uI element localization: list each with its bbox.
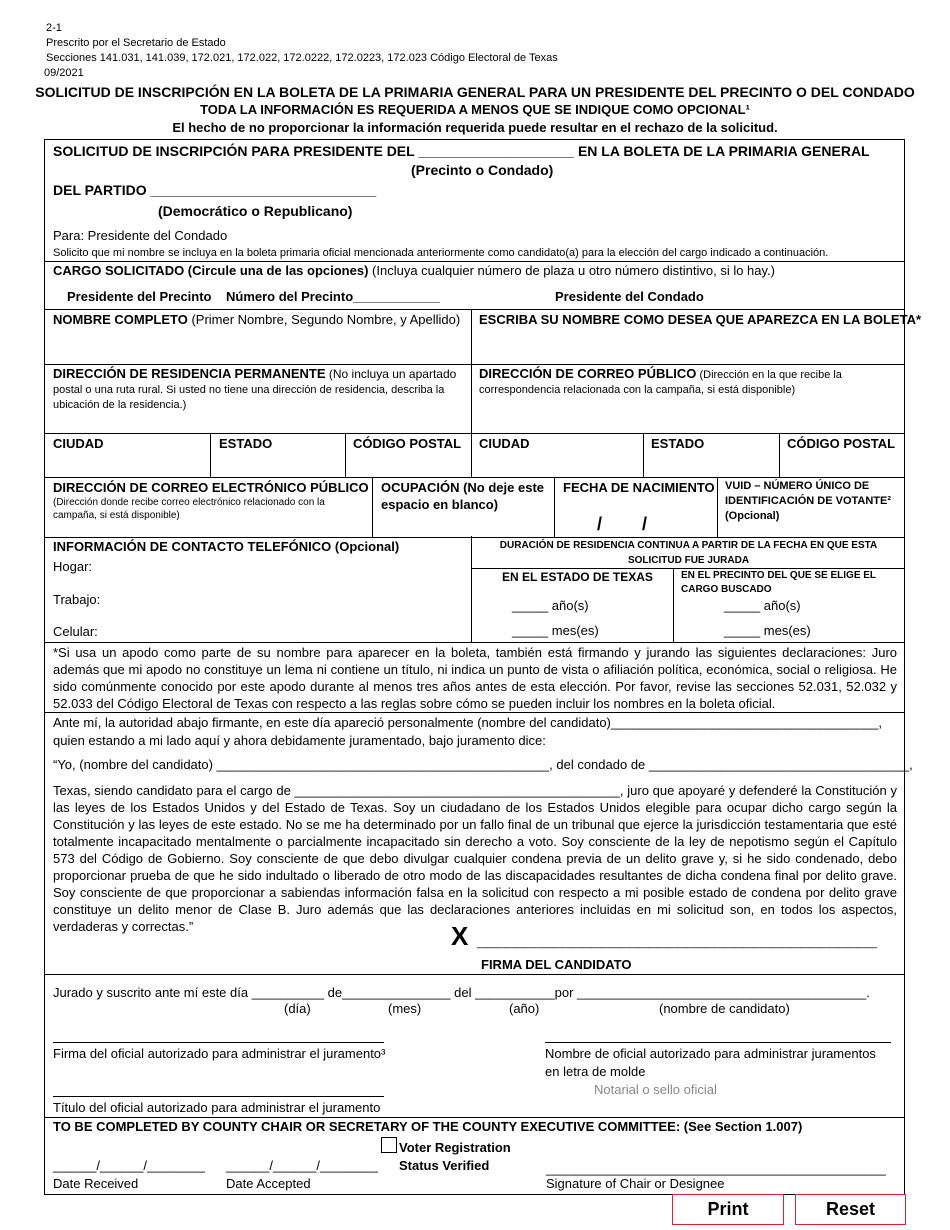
page-subtitle: TODA LA INFORMACIÓN ES REQUERIDA A MENOS QUE SE INDIQUE COMO OPCIONAL¹ [200, 102, 750, 117]
form-date: 09/2021 [44, 67, 84, 79]
phone-work: Trabajo: [53, 592, 101, 607]
email-label: DIRECCIÓN DE CORREO ELECTRÓNICO PÚBLICO [53, 480, 369, 495]
day-hint: (día) [284, 1001, 311, 1016]
option-precinct-chair[interactable]: Presidente del Precinto [67, 289, 212, 304]
state-label: ESTADO [219, 436, 273, 451]
page-title: SOLICITUD DE INSCRIPCIÓN EN LA BOLETA DE LA PRIMARIA GENERAL PARA UN PRESIDENTE DEL PRECINTO O DEL CONDADO [35, 84, 915, 100]
status-verified-label: Status Verified [399, 1158, 490, 1173]
party-hint: (Democrático o Republicano) [158, 203, 353, 219]
addressee: Para: Presidente del Condado [53, 228, 228, 243]
residence-hint: postal o una ruta rural. Si usted no tiene una dirección de residencia, describa la [53, 384, 445, 396]
vuid-label: VUID – NÚMERO ÚNICO DE [725, 480, 870, 492]
mail-address-hint: correspondencia relacionada con la campaña, si está disponible) [479, 384, 796, 396]
email-hint-2: campaña, si está disponible) [53, 510, 180, 521]
reset-button[interactable]: Reset [795, 1194, 906, 1225]
oath-line-1: Ante mí, la autoridad abajo firmante, en este día apareció personalmente (nombre del candidato)_____________________________________, [53, 715, 883, 730]
oath-line-3: “Yo, (nombre del candidato) ______________________________________________, del condado de ____________________________________, [53, 757, 913, 772]
precinct-months: _____ mes(es) [724, 623, 811, 638]
candidate-signature-label: FIRMA DEL CANDIDATO [481, 957, 632, 972]
phone-cell: Celular: [53, 624, 98, 639]
notary-seal-placeholder: Notarial o sello oficial [594, 1082, 717, 1097]
nickname-note: *Si usa un apodo como parte de su nombre para aparecer en la boleta, también está firmando y jurando las siguientes declaraciones: Juro además que mi apodo no constituye un lema ni contiene un título, ni indica un punto de vista o afiliación política, económica, social o religiosa. He sido comúnmente conocido por este apodo durante al menos tres años antes de esta elección. Por favor, revise las secciones 52.031, 52.032 y 52.033 del Código Electoral de Texas con respecto a las reglas sobre cómo se pueden incluir los nombres en la boleta oficial. [53, 645, 897, 711]
occupation-hint: espacio en blanco) [381, 497, 499, 512]
mail-city-label: CIUDAD [479, 436, 530, 451]
dob-slashes: / / [597, 514, 648, 534]
officer-signature-label: Firma del oficial autorizado para administrar el juramento³ [53, 1046, 386, 1061]
office-label: CARGO SOLICITADO (Circule una de las opciones) (Incluya cualquier número de plaza u otro número distintivo, si lo hay.) [53, 263, 775, 278]
in-texas-label: EN EL ESTADO DE TEXAS [502, 570, 653, 584]
texas-years: _____ año(s) [512, 598, 589, 613]
candidate-name-hint: (nombre de candidato) [659, 1001, 790, 1016]
mail-address-label: DIRECCIÓN DE CORREO PÚBLICO (Dirección en la que recibe la [479, 366, 842, 381]
officer-title-label: Título del oficial autorizado para administrar el juramento [53, 1100, 381, 1115]
signature-x-mark: X [451, 921, 469, 951]
party-line: DEL PARTIDO _____________________________ [53, 182, 377, 198]
option-precinct-number[interactable]: Número del Precinto____________ [226, 289, 440, 304]
ballot-name-label: ESCRIBA SU NOMBRE COMO DESEA QUE APAREZCA EN LA BOLETA* [479, 312, 922, 327]
precinct-years: _____ año(s) [724, 598, 801, 613]
zip-label: CÓDIGO POSTAL [353, 436, 462, 451]
chair-signature-label: Signature of Chair or Designee [546, 1176, 725, 1191]
form-number: 2-1 [46, 22, 62, 34]
print-button[interactable]: Print [672, 1194, 784, 1225]
code-sections: Secciones 141.031, 141.039, 172.021, 172.022, 172.0222, 172.0223, 172.023 Código Electoral de Texas [46, 52, 558, 64]
residence-label: DIRECCIÓN DE RESIDENCIA PERMANENTE (No incluya un apartado [53, 366, 457, 381]
county-heading: TO BE COMPLETED BY COUNTY CHAIR OR SECRETARY OF THE COUNTY EXECUTIVE COMMITTEE: (See Section 1.007) [53, 1119, 803, 1134]
date-received-label: Date Received [53, 1176, 139, 1191]
phone-home: Hogar: [53, 559, 93, 574]
mail-zip-label: CÓDIGO POSTAL [787, 436, 896, 451]
sworn-line: Jurado y suscrito ante mí este día __________ de_______________ del ___________por ________________________________________. [53, 985, 870, 1000]
year-hint: (año) [509, 1001, 540, 1016]
date-accepted-field[interactable]: ______/______/________ [226, 1158, 378, 1173]
month-hint: (mes) [388, 1001, 422, 1016]
oath-body: Texas, siendo candidato para el cargo de _____________________________________________, juro que apoyaré y defenderé la Constitución y las leyes de los Estados Unidos y del Estado de Texas. Soy un ciudadano de los Estados Unidos elegible para ocupar dicho cargo según la Constitución y las leyes de este estado. No se me ha determinado por un fallo final de un tribunal que ejerce la jurisdicción testamentaria que esté totalmente incapacitado mentalmente o parcialmente incapacitado sin derecho a voto. Soy consciente de la ley de nepotismo según el Capítulo 573 del Código de Gobierno. Soy consciente de que debo divulgar cualquier condena previa de un delito grave y, si he sido condenado, debo proporcionar prueba de que he sido indultado o liberado de otro modo de las discapacidades resultantes de dicha condena final por delito grave. Soy consciente de que proporcionar a sabiendas información falsa en la solicitud con respecto a mi posible estado de condena por delito grave constituye un delito menor de Clase B. Juro además que las declaraciones anteriores incluidas en mi solicitud son, en todos los aspectos, verdaderas y correctas.” [53, 783, 897, 934]
full-name-label: NOMBRE COMPLETO (Primer Nombre, Segundo Nombre, y Apellido) [53, 312, 461, 327]
city-label: CIUDAD [53, 436, 104, 451]
request-statement: Solicito que mi nombre se incluya en la boleta primaria oficial mencionada anteriormente como candidato(a) para la elección del cargo indicado a continuación. [53, 247, 829, 259]
vuid-label-2: IDENTIFICACIÓN DE VOTANTE² [725, 495, 892, 507]
in-precinct-label-2: CARGO BUSCADO [681, 584, 772, 595]
voter-registration-label: Voter Registration [399, 1140, 511, 1155]
residence-hint-2: ubicación de la residencia.) [53, 399, 187, 411]
officer-name-label: Nombre de oficial autorizado para administrar juramentos [545, 1046, 876, 1061]
chair-signature-field[interactable]: _______________________________________________ [546, 1161, 886, 1176]
date-accepted-label: Date Accepted [226, 1176, 311, 1191]
duration-label: DURACIÓN DE RESIDENCIA CONTINUA A PARTIR DE LA FECHA EN QUE ESTA [499, 540, 878, 551]
date-received-field[interactable]: ______/______/________ [53, 1158, 205, 1173]
rejection-warning: El hecho de no proporcionar la información requerida puede resultar en el rechazo de la solicitud. [172, 120, 778, 135]
candidate-signature-line[interactable]: __________________________________________ [477, 930, 877, 950]
duration-label-2: SOLICITUD FUE JURADA [627, 555, 750, 566]
officer-name-hint: en letra de molde [545, 1064, 646, 1079]
dob-label: FECHA DE NACIMIENTO [563, 480, 715, 495]
option-county-chair[interactable]: Presidente del Condado [555, 289, 704, 304]
vuid-optional: (Opcional) [725, 510, 780, 522]
prescribed-by: Prescrito por el Secretario de Estado [46, 37, 226, 49]
email-hint: (Dirección donde recibe correo electrónico relacionado con la [53, 497, 325, 508]
precinct-or-county-hint: (Precinto o Condado) [411, 162, 554, 178]
mail-state-label: ESTADO [651, 436, 705, 451]
intro-line: SOLICITUD DE INSCRIPCIÓN PARA PRESIDENTE DEL ____________________ EN LA BOLETA DE LA PRIMARIA GENERAL [53, 143, 870, 159]
in-precinct-label: EN EL PRECINTO DEL QUE SE ELIGE EL [681, 570, 877, 581]
occupation-label: OCUPACIÓN (No deje este [381, 480, 545, 495]
texas-months: _____ mes(es) [512, 623, 599, 638]
voter-registration-checkbox[interactable] [381, 1137, 397, 1153]
oath-line-2: quien estando a mi lado aquí y ahora debidamente juramentado, bajo juramento dice: [53, 733, 546, 748]
phone-label: INFORMACIÓN DE CONTACTO TELEFÓNICO (Opcional) [53, 539, 400, 554]
